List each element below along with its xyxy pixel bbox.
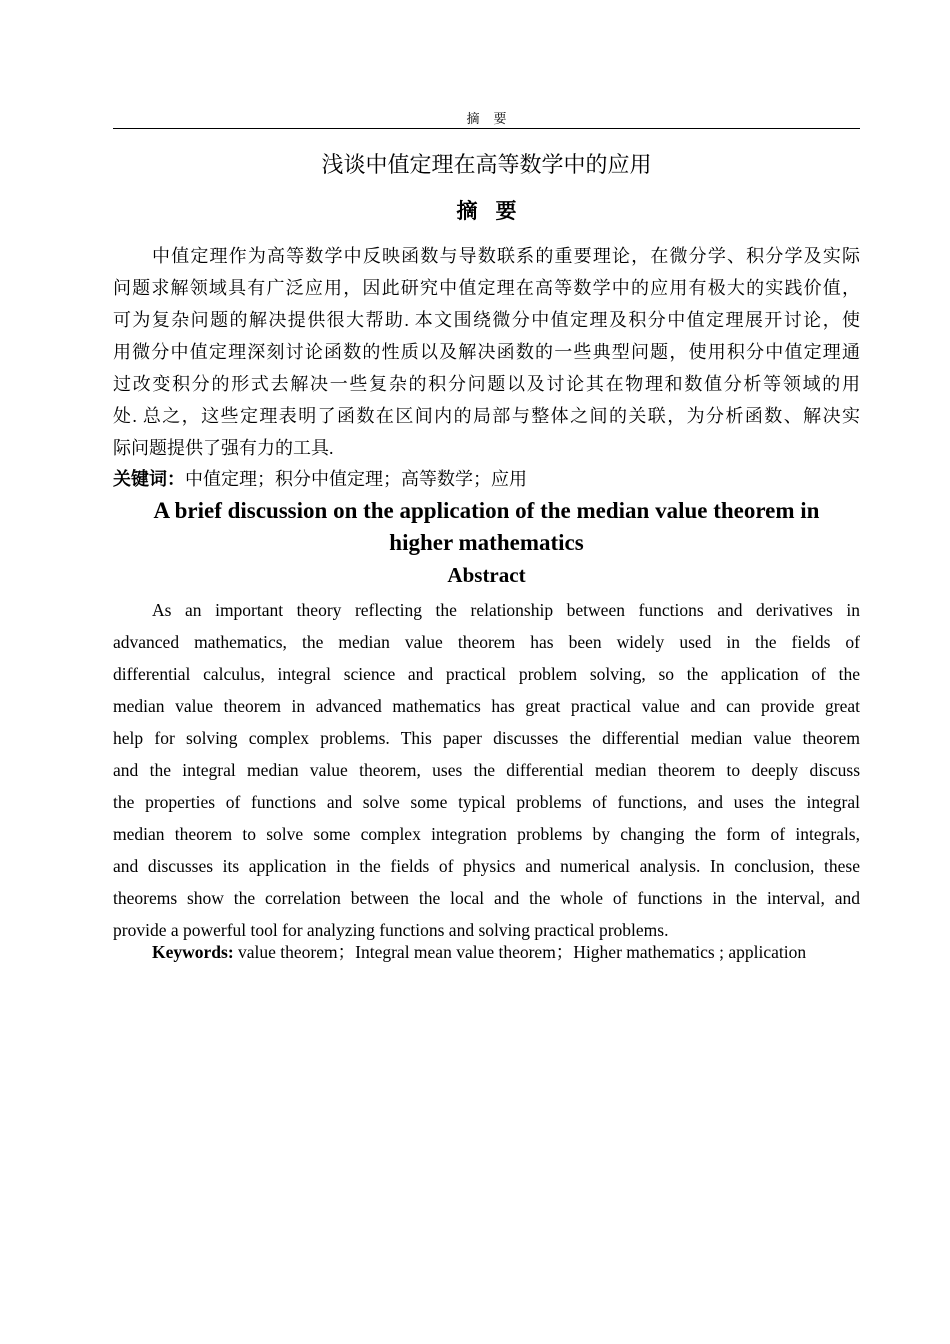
running-header: 摘要 (466, 111, 521, 126)
keywords-en (113, 936, 860, 968)
abstract-line: help for solving complex problems. This paper discusses the differential median value theorem (113, 728, 860, 748)
abstract-line: and discusses its application in the fields of physics and numerical analysis. In conclusion, these (113, 856, 860, 876)
abstract-line: median theorem to solve some complex integration problems by changing the form of integrals, (113, 824, 860, 844)
abstract-line: 际问题提供了强有力的工具. (113, 438, 334, 458)
title-en-line: higher mathematics (389, 530, 584, 555)
abstract-line: median value theorem in advanced mathematics has great practical value and can provide great (113, 696, 860, 716)
abstract-body-en (113, 594, 860, 946)
abstract-line: advanced mathematics, the median value theorem has been widely used in the fields of (113, 632, 860, 652)
page-title-en (113, 495, 860, 559)
abstract-heading-en: Abstract (447, 563, 526, 587)
abstract-line: theorems show the correlation between the local and the whole of functions in the interval, and (113, 888, 860, 908)
abstract-line: and the integral median value theorem, uses the differential median theorem to deeply discuss (113, 760, 860, 780)
abstract-line: provide a powerful tool for analyzing functions and solving practical problems. (113, 920, 669, 940)
abstract-line: 处. 总之，这些定理表明了函数在区间内的局部与整体之间的关联，为分析函数、解决实 (113, 406, 860, 426)
abstract-line: 中值定理作为高等数学中反映函数与导数联系的重要理论，在微分学、积分学及实际 (152, 246, 860, 266)
header-rule (113, 128, 860, 129)
abstract-line: the properties of functions and solve some typical problems of functions, and uses the integral (113, 792, 860, 812)
keywords-cn (113, 463, 860, 495)
abstract-line: differential calculus, integral science and practical problem solving, so the application of the (113, 664, 860, 684)
keywords-value-en: value theorem；Integral mean value theorem；Higher mathematics ; application (233, 942, 807, 962)
abstract-line: 可为复杂问题的解决提供很大帮助. 本文围绕微分中值定理及积分中值定理展开讨论，使 (113, 310, 860, 330)
abstract-heading-cn: 摘要 (456, 199, 535, 223)
title-en-line: A brief discussion on the application of the median value theorem in (153, 498, 820, 523)
page-title-cn: 浅谈中值定理在高等数学中的应用 (321, 152, 652, 177)
abstract-line: As an important theory reflecting the relationship between functions and derivatives in (152, 600, 860, 620)
keywords-label-cn: 关键词： (113, 469, 185, 489)
abstract-body-cn (113, 240, 860, 464)
keywords-label-en: Keywords: (152, 942, 234, 962)
abstract-line: 过改变积分的形式去解决一些复杂的积分问题以及讨论其在物理和数值分析等领域的用 (113, 374, 860, 394)
keywords-value-cn: 中值定理；积分中值定理；高等数学；应用 (185, 469, 527, 489)
abstract-line: 问题求解领域具有广泛应用，因此研究中值定理在高等数学中的应用有极大的实践价值， (113, 278, 860, 298)
abstract-line: 用微分中值定理深刻讨论函数的性质以及解决函数的一些典型问题，使用积分中值定理通 (113, 342, 860, 362)
